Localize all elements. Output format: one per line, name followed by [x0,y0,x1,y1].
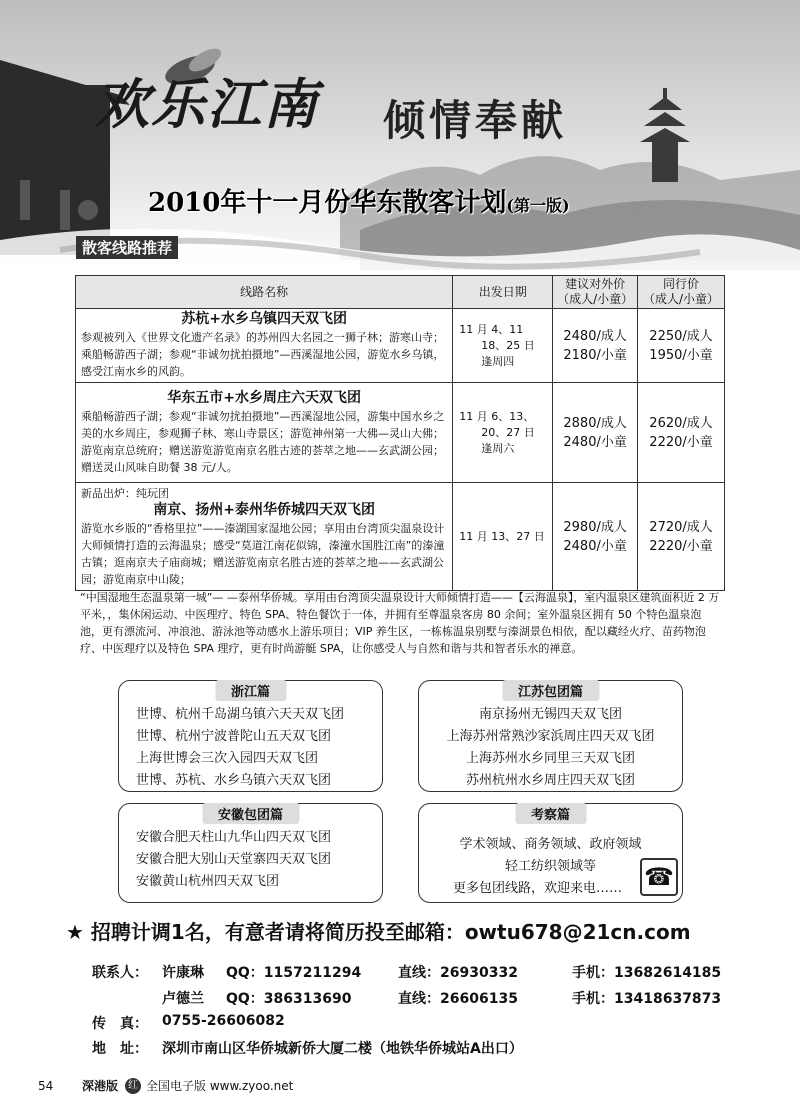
table-header-row [76,276,725,309]
route-name: 南京、扬州+泰州华侨城四天双飞团 [153,502,376,518]
retail-adult: 2480/成人 [563,328,627,344]
list-item: 上海世博会三次入园四天双飞团 [136,751,319,766]
box-title: 浙江篇 [215,680,286,701]
zhejiang-box [118,680,383,792]
date-cell [453,309,553,383]
contact-qq: QQ：1157211294 [226,965,362,981]
route-name: 苏杭+水乡乌镇四天双飞团 [181,311,348,327]
retail-child: 2180/小童 [563,347,627,363]
list-item: 世博、杭州千岛湖乌镇六天天双飞团 [136,707,345,722]
date-line: 18、25 日 [481,338,535,352]
list-item: 安徽合肥大别山天堂寨四天双飞团 [136,852,332,867]
jiangsu-box [418,680,683,792]
box-title: 考察篇 [515,803,586,824]
list-item: 安徽合肥天柱山九华山四天双飞团 [136,830,332,845]
contact-label: 联系人： [92,965,148,981]
page-footer [0,1072,800,1100]
contact-line: 直线：26930332 [398,965,518,981]
page-number: 54 [38,1079,54,1093]
trade-adult: 2250/成人 [649,328,713,344]
retail-price-cell [553,483,638,591]
route-cell [76,309,453,383]
table-row [76,483,725,591]
trade-adult: 2620/成人 [649,415,713,431]
contact-name: 许康琳 [162,965,204,981]
box-list [119,704,382,792]
box-list [119,827,382,893]
table-row [76,309,725,383]
slogan: 倾情奉献 [383,96,568,145]
page-title [148,182,570,219]
route-desc: 参观被列入《世界文化遗产名录》的苏州四大名园之一狮子林；游寒山寺；乘船畅游西子湖；参观“非诚勿扰拍摄地”—西溪湿地公园，游览水乡乌镇，感受江南水乡的风韵。 [81,331,445,378]
section-label: 散客线路推荐 [76,236,178,259]
retail-adult: 2980/成人 [563,519,627,535]
retail-price-cell [553,309,638,383]
route-name: 华东五市+水乡周庄六天双飞团 [167,389,362,406]
trade-child: 2220/小童 [649,538,713,554]
date-line: 20、27 日 [481,425,535,439]
retail-adult: 2880/成人 [563,415,627,431]
date-line: 11 月 13、27 日 [459,529,545,543]
date-line: 逢周四 [481,354,515,368]
route-cell [76,383,453,483]
list-item: 安徽黄山杭州四天双飞团 [136,874,280,889]
header-trade-sub: （成人/小童） [643,292,720,306]
box-title: 江苏包团篇 [502,680,599,701]
fax-number: 0755-26606082 [162,1013,285,1029]
route-desc: 游览水乡版的“香格里拉”——溱湖国家湿地公园；享用由台湾顶尖温泉设计大师倾情打造的云海温泉；感受“莫道江南花似锦，溱潼水国胜江南”的溱潼古镇；逛南京夫子庙商城；赠送游览南京名胜古迹的荟萃之地——玄武湖公园；游览南京中山陵； [81,522,445,586]
anhui-box [118,803,383,903]
table-row [76,383,725,483]
edition-name: 深港版 [82,1079,119,1093]
contact-line: 直线：26606135 [398,991,518,1007]
list-item: 世博、杭州宁波普陀山五天双飞团 [136,729,332,744]
website: 全国电子版 www.zyoo.net [146,1079,294,1093]
date-line: 11 月 4、11 [459,322,524,336]
list-item: 上海苏州常熟沙家浜周庄四天双飞团 [446,729,655,744]
header-route: 线路名称 [76,276,453,309]
trade-price-cell [638,383,725,483]
brand-logo-text: 欢乐江南 [95,72,319,136]
trade-price-cell [638,309,725,383]
trade-adult: 2720/成人 [649,519,713,535]
box-list [419,704,682,792]
routes-table [75,275,725,591]
recruit-text: 招聘计调1名，有意者请将简历投至邮箱：owtu678@21cn.com [90,920,691,944]
contact-mobile: 手机：13418637873 [572,991,722,1007]
box-title: 安徽包团篇 [202,803,299,824]
address-label: 地 址： [92,1041,148,1057]
list-item: 轻工纺织领域等 [504,859,596,874]
date-line: 11 月 6、13、 [459,409,535,423]
date-cell [453,483,553,591]
recruit-banner [66,916,691,945]
new-product-tag: 新品出炉：纯玩团 [81,487,169,500]
list-item: 苏州杭州水乡周庄四天双飞团 [465,773,635,788]
header-date: 出发日期 [453,276,553,309]
list-item: 上海苏州水乡同里三天双飞团 [465,751,635,766]
address-text: 深圳市南山区华侨城新侨大厦二楼（地铁华侨城站A出口） [162,1041,523,1057]
edition-label: (第一版) [506,196,570,215]
header-trade [638,276,725,309]
route-cell [76,483,453,591]
list-item: 世博、苏杭、水乡乌镇六天双飞团 [136,773,332,788]
contact-name: 卢德兰 [162,991,204,1007]
page-title-text: 2010年十一月份华东散客计划 [148,188,507,218]
trade-child: 2220/小童 [649,434,713,450]
header-trade-label: 同行价 [663,277,700,291]
edition-badge: 红 [125,1078,141,1094]
list-item: 更多包团线路，欢迎来电…… [453,881,623,896]
date-cell [453,383,553,483]
list-item: 南京扬州无锡四天双飞团 [478,707,622,722]
resort-description: “中国湿地生态温泉第一城”— —泰州华侨城。享用由台湾顶尖温泉设计大师倾情打造——【云海温泉】，室内温泉区建筑面积近 2 万平米，，集休闲运动、中医理疗、特色 SPA、特色餐饮于一体，并拥有至尊温泉客房 80 余间；室外温泉区拥有 50 个特色温泉泡池，更有漂流河、冲浪池、游泳池等动感水上游乐项目；VIP 养生区，一栋栋温泉别墅与溱湖景色相依，配以藏经火疗、苗药物泡疗、中医理疗以及特色 SPA 理疗，更有时尚游艇 SPA，让你感受人与自然和谐与共和智者乐水的禅意。 [80,591,720,655]
header-retail-label: 建议对外价 [565,277,626,291]
retail-child: 2480/小童 [563,538,627,554]
route-desc: 乘船畅游西子湖；参观“非诚勿扰拍摄地”—西溪湿地公园，游集中国水乡之美的水乡周庄，参观狮子林、寒山寺景区；游览神州第一大佛—灵山大佛；游览南京总统府；赠送游览游览南京名胜古迹的荟萃之地——玄武湖公园；赠送灵山风味自助餐 38 元/人。 [81,409,445,474]
date-line: 逢周六 [481,441,515,455]
star-icon: ★ [66,920,84,944]
contact-qq: QQ：386313690 [226,991,352,1007]
retail-price-cell [553,383,638,483]
trade-price-cell [638,483,725,591]
telephone-icon: ☎ [640,858,678,896]
list-item: 学术领域、商务领域、政府领域 [459,837,642,852]
trade-child: 1950/小童 [649,347,713,363]
header-retail [553,276,638,309]
fax-label: 传 真： [92,1016,148,1032]
retail-child: 2480/小童 [563,434,627,450]
header-retail-sub: （成人/小童） [557,292,634,306]
contact-mobile: 手机：13682614185 [572,965,722,981]
